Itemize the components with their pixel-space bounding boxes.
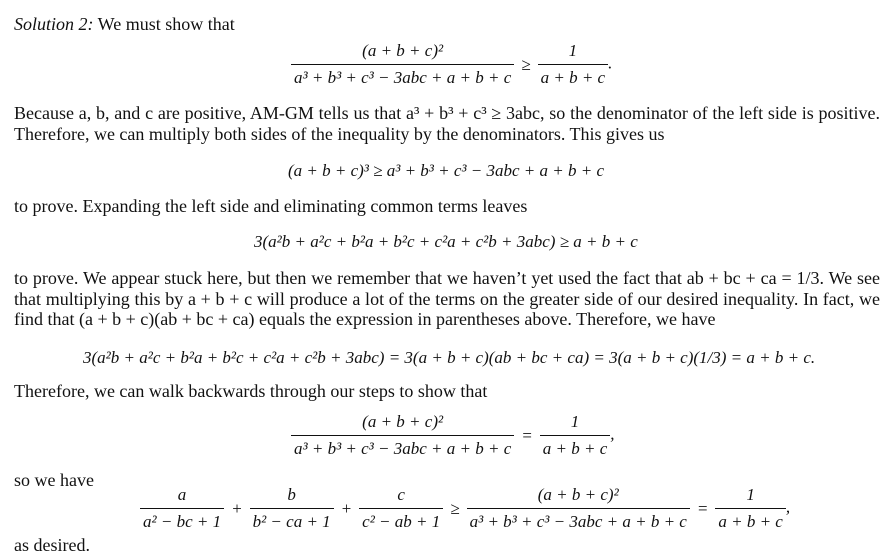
inequality-display-1: $\frac{\text{(a + b + c)²}}{\text{a³ + b³ + c³ − 3abc + a + b + c}}$ ≥ $\frac{1}{a + b + c}$ . <box>291 42 612 87</box>
paragraph-backwards: Therefore, we can walk backwards through our steps to show that <box>14 381 488 401</box>
paragraph-stuck: to prove. We appear stuck here, but then we remember that we haven’t yet used the fact that ab + bc + ca = 1/3. We see that multiplying this by a + b + c will produce a lot of the terms on the greater side of our desired inequality. In fact, we find that (a + b + c)(ab + bc + ca) equals the expression in parentheses above. Therefore, we have <box>14 268 880 330</box>
fraction-sum-sq: $\frac{\text{(a + b + c)²}}{\text{a³ + b³ + c³ − 3abc + a + b + c}}$ <box>467 486 690 531</box>
equation-cubed: (a + b + c)³ ≥ a³ + b³ + c³ − 3abc + a + b + c <box>288 161 604 180</box>
equation-chain: 3(a²b + a²c + b²a + b²c + c²a + c²b + 3abc) = 3(a + b + c)(ab + bc + ca) = 3(a + b + c)(1/3) = a + b + c. <box>83 348 816 367</box>
lhs-fraction: $\frac{\text{(a + b + c)²}}{\text{a³ + b³ + c³ − 3abc + a + b + c}}$ <box>291 42 514 87</box>
paragraph-so-we-have: so we have <box>14 470 94 490</box>
rhs-fraction-2: $\frac{1}{a + b + c}$ <box>540 413 611 458</box>
equation-expanded: 3(a²b + a²c + b²a + b²c + c²a + c²b + 3abc) ≥ a + b + c <box>254 232 638 251</box>
paragraph-as-desired: as desired. <box>14 535 90 555</box>
lhs-fraction-2: $\frac{\text{(a + b + c)²}}{\text{a³ + b³ + c³ − 3abc + a + b + c}}$ <box>291 413 514 458</box>
solution-intro: We must show that <box>93 14 235 34</box>
solution-label: Solution 2: <box>14 14 94 34</box>
paragraph-expanding: to prove. Expanding the left side and eliminating common terms leaves <box>14 196 528 216</box>
equality-display: $\frac{\text{(a + b + c)²}}{\text{a³ + b³ + c³ − 3abc + a + b + c}}$ = $\frac{1}{a + b + c}$ , <box>291 413 615 458</box>
solution-header <box>14 14 880 35</box>
final-inequality: $\frac{a}{\text{a² − bc + 1}}$ + $\frac{b}{\text{b² − ca + 1}}$ + $\frac{c}{\text{c² − ab + 1}}$ ≥ $\frac{\text{(a + b + c)²}}{\text{a³ + b³ + c³ − 3abc + a + b + c}}$ = $\frac{1}{a + b + c}$ , <box>140 486 790 531</box>
fraction-one: $\frac{1}{a + b + c}$ <box>715 486 786 531</box>
fraction-c: $\frac{c}{\text{c² − ab + 1}}$ <box>359 486 443 531</box>
rhs-fraction: $\frac{1}{a + b + c}$ <box>538 42 609 87</box>
fraction-a: $\frac{a}{\text{a² − bc + 1}}$ <box>140 486 224 531</box>
fraction-b: $\frac{b}{\text{b² − ca + 1}}$ <box>250 486 334 531</box>
paragraph-because: Because a, b, and c are positive, AM-GM tells us that a³ + b³ + c³ ≥ 3abc, so the denominator of the left side is positive. Therefore, we can multiply both sides of the inequality by the denominators. This gives us <box>14 103 880 144</box>
